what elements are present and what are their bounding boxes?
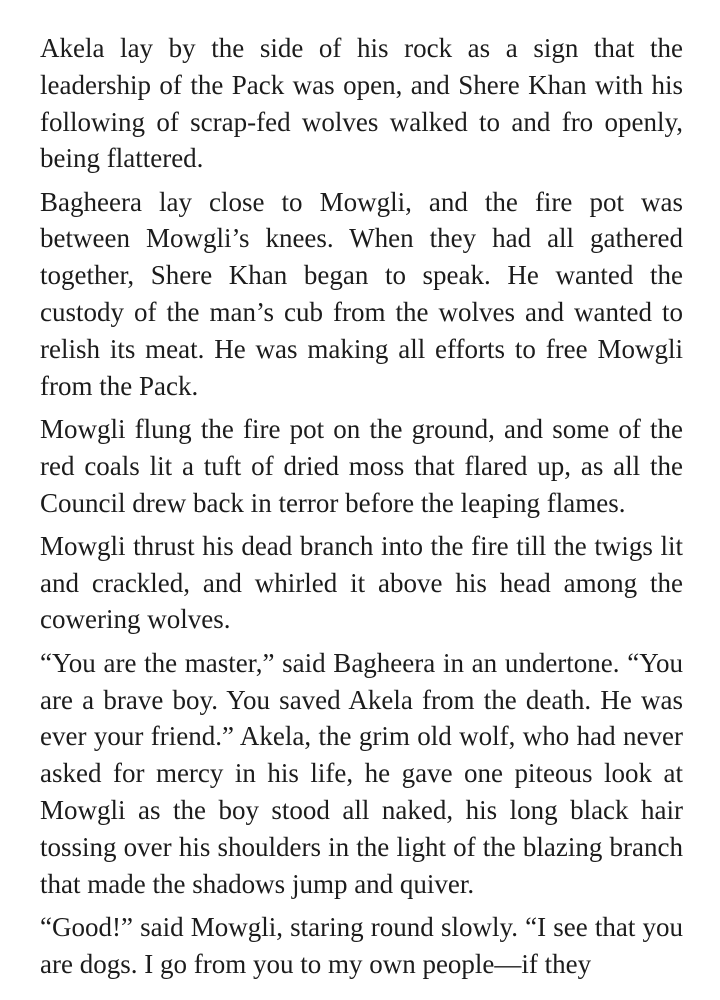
paragraph-fire-pot-flung: Mowgli flung the fire pot on the ground, and some of the red coals lit a tuft of dried moss that flared up, as all the Council drew back in terror before the leaping flames. — [40, 413, 683, 518]
book-page — [40, 30, 683, 980]
paragraph-mowgli-speech: “Good!” said Mowgli, staring round slowly. “I see that you are dogs. I go from you to my own people—if they — [40, 911, 683, 979]
paragraph-bagheera-praise: “You are the master,” said Bagheera in an undertone. “You are a brave boy. You saved Akela from the death. He was ever your friend.” Akela, the grim old wolf, who had never asked for mercy in his life, he gave one piteous look at Mowgli as the boy stood all naked, his long black hair tossing over his shoulders in the light of the blazing branch that made the shadows jump and quiver. — [40, 647, 683, 899]
paragraph-branch-whirled: Mowgli thrust his dead branch into the fire till the twigs lit and crackled, and whirled it above his head among the cowering wolves. — [40, 530, 683, 635]
paragraph-bagheera-fire-pot: Bagheera lay close to Mowgli, and the fire pot was between Mowgli’s knees. When they had all gathered together, Shere Khan began to speak. He wanted the custody of the man’s cub from the wolves and wanted to relish its meat. He was making all efforts to free Mowgli from the Pack. — [40, 186, 683, 401]
paragraph-akela-rock: Akela lay by the side of his rock as a sign that the leadership of the Pack was open, and Shere Khan with his following of scrap-fed wolves walked to and fro openly, being flattered. — [40, 33, 683, 174]
